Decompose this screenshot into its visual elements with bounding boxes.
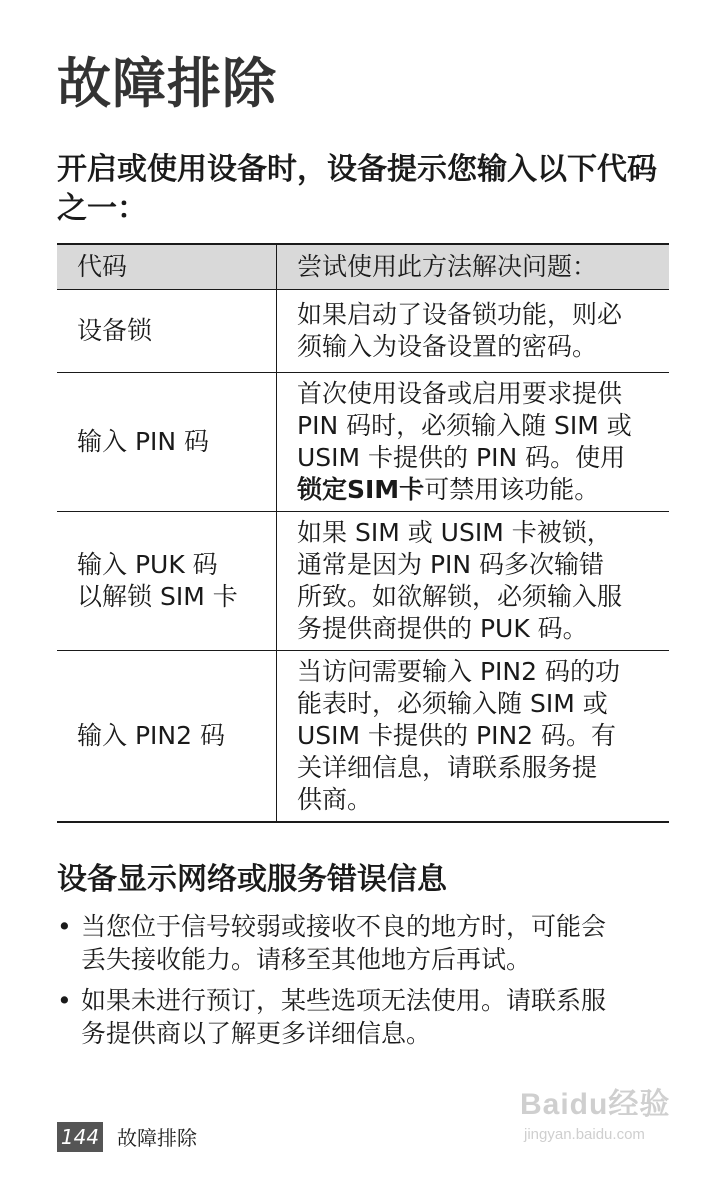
solution-text: 如果启动了设备锁功能，则必	[297, 300, 623, 329]
page-title: 故障排除	[57, 52, 277, 115]
solution-text: 须输入为设备设置的密码。	[297, 332, 598, 361]
solution-text: 务提供商提供的 PUK 码。	[297, 614, 588, 643]
table-row	[57, 373, 669, 512]
bullet-text: 当您位于信号较弱或接收不良的地方时，可能会	[81, 912, 607, 941]
watermark-brand: Baidu经验	[520, 1088, 671, 1121]
code-cell	[57, 512, 277, 651]
page-number: 144	[57, 1122, 103, 1152]
code-text: 设备锁	[77, 316, 153, 345]
solution-text: USIM 卡提供的 PIN2 码。有	[297, 721, 617, 750]
code-cell	[57, 373, 277, 512]
watermark-url: jingyan.baidu.com	[524, 1126, 645, 1143]
table-row	[57, 512, 669, 651]
sim-lock-menu-term: 锁定SIM卡	[297, 475, 425, 504]
code-cell	[57, 651, 277, 823]
solution-text: 关详细信息，请联系服务提	[297, 753, 598, 782]
table-header-solution: 尝试使用此方法解决问题：	[277, 244, 670, 290]
table-header-code: 代码	[57, 244, 277, 290]
bullet-text: 务提供商以了解更多详细信息。	[81, 1019, 432, 1048]
table-header-row	[57, 244, 669, 290]
solution-cell	[277, 651, 670, 823]
solution-text: 能表时，必须输入随 SIM 或	[297, 689, 608, 718]
code-cell	[57, 290, 277, 373]
solution-text-last-line	[297, 474, 665, 506]
table-row	[57, 651, 669, 823]
section-heading-code-prompt: 开启或使用设备时，设备提示您输入以下代码之一：	[57, 152, 657, 226]
bullet-text: 丢失接收能力。请移至其他地方后再试。	[81, 945, 532, 974]
list-item	[57, 910, 677, 976]
solution-text: 通常是因为 PIN 码多次输错	[297, 550, 605, 579]
solution-text: 供商。	[297, 785, 373, 814]
solution-cell	[277, 290, 670, 373]
code-text: 输入 PIN2 码	[77, 721, 225, 750]
solution-text: 可禁用该功能。	[424, 475, 600, 504]
solution-text: USIM 卡提供的 PIN 码。使用	[297, 443, 626, 472]
solution-text: PIN 码时，必须输入随 SIM 或	[297, 411, 632, 440]
code-text: 输入 PUK 码	[77, 550, 218, 579]
bullet-list	[57, 910, 677, 1058]
solution-cell	[277, 512, 670, 651]
list-item	[57, 984, 677, 1050]
solution-text: 当访问需要输入 PIN2 码的功	[297, 657, 620, 686]
code-text: 输入 PIN 码	[77, 427, 210, 456]
bullet-text: 如果未进行预订，某些选项无法使用。请联系服	[81, 986, 607, 1015]
section-heading-network-error: 设备显示网络或服务错误信息	[57, 862, 447, 897]
solution-cell	[277, 373, 670, 512]
baidu-watermark-logo	[520, 1085, 690, 1165]
table-row	[57, 290, 669, 373]
footer-section-label: 故障排除	[117, 1126, 197, 1150]
code-text: 以解锁 SIM 卡	[77, 582, 238, 611]
solution-text: 所致。如欲解锁，必须输入服	[297, 582, 623, 611]
solution-text: 首次使用设备或启用要求提供	[297, 379, 623, 408]
solution-text: 如果 SIM 或 USIM 卡被锁，	[297, 518, 612, 547]
bullet-icon: •	[57, 986, 72, 1015]
bullet-icon: •	[57, 912, 72, 941]
code-table	[57, 243, 669, 823]
